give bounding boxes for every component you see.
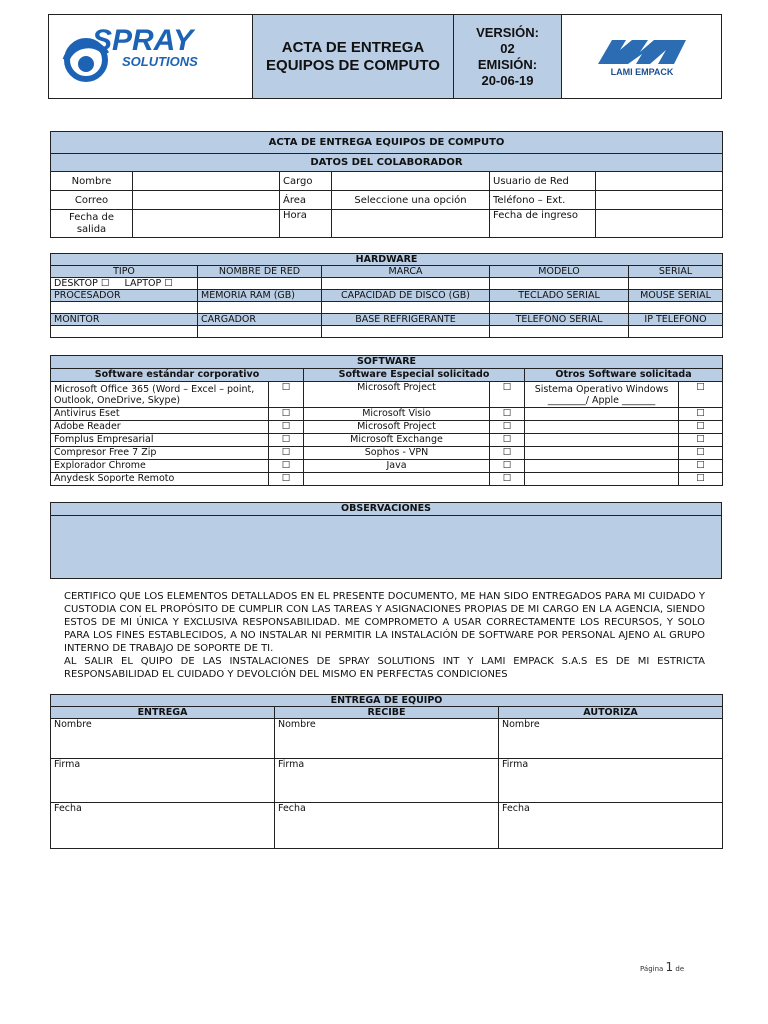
entrega-col-header: ENTREGA — [51, 707, 275, 719]
sw-other-checkbox[interactable]: ☐ — [679, 434, 723, 447]
entrega-firma-field[interactable]: Firma — [51, 759, 275, 803]
telefono-label: Teléfono – Ext. — [490, 191, 596, 210]
sw-other-checkbox[interactable]: ☐ — [679, 421, 723, 434]
hardware-heading: HARDWARE — [51, 254, 723, 266]
recibe-col-header: RECIBE — [275, 707, 499, 719]
autoriza-fecha-field[interactable]: Fecha — [499, 803, 723, 849]
hw-ip-field[interactable] — [629, 326, 723, 338]
autoriza-nombre-field[interactable]: Nombre — [499, 719, 723, 759]
page-number — [640, 960, 684, 974]
sw-special-item: Microsoft Project — [304, 382, 490, 408]
sw-other-checkbox[interactable]: ☐ — [679, 382, 723, 408]
hw-telefono-header: TELEFONO SERIAL — [490, 314, 629, 326]
sw-std-item: Anydesk Soporte Remoto — [51, 473, 269, 486]
recibe-fecha-field[interactable]: Fecha — [275, 803, 499, 849]
hw-modelo-header: MODELO — [490, 266, 629, 278]
emission-label: EMISIÓN: — [477, 56, 538, 72]
sw-other-header: Otros Software solicitada — [525, 369, 723, 382]
version-value: 02 — [500, 40, 515, 56]
sw-other-item — [525, 408, 679, 421]
correo-field[interactable] — [133, 191, 280, 210]
hw-cargador-header: CARGADOR — [198, 314, 322, 326]
hw-teclado-header: TECLADO SERIAL — [490, 290, 629, 302]
version-cell — [454, 15, 562, 99]
sw-other-checkbox[interactable]: ☐ — [679, 460, 723, 473]
sw-special-header: Software Especial solicitado — [304, 369, 525, 382]
hw-serial-header: SERIAL — [629, 266, 723, 278]
hw-monitor-field[interactable] — [51, 326, 198, 338]
hw-modelo-field[interactable] — [490, 278, 629, 290]
sw-special-item: Microsoft Project — [304, 421, 490, 434]
emission-value: 20-06-19 — [481, 72, 534, 88]
nombre-field[interactable] — [133, 172, 280, 191]
sw-std-checkbox[interactable]: ☐ — [269, 460, 304, 473]
cargo-label: Cargo — [280, 172, 332, 191]
fecha-ingreso-field[interactable] — [596, 210, 723, 238]
hora-label: Hora — [280, 210, 332, 238]
sw-special-item — [304, 473, 490, 486]
observaciones-field[interactable] — [51, 516, 722, 579]
usuario-red-field[interactable] — [596, 172, 723, 191]
sw-other-line1: Sistema Operativo Windows — [534, 383, 669, 395]
sw-special-checkbox[interactable]: ☐ — [490, 408, 525, 421]
hw-mouse-field[interactable] — [629, 302, 723, 314]
sw-std-checkbox[interactable]: ☐ — [269, 434, 304, 447]
lami-logo-text: LAMI EMPACK — [610, 66, 673, 77]
sw-special-checkbox[interactable]: ☐ — [490, 473, 525, 486]
sw-std-item: Antivirus Eset — [51, 408, 269, 421]
sw-std-checkbox[interactable]: ☐ — [269, 408, 304, 421]
sw-special-checkbox[interactable]: ☐ — [490, 421, 525, 434]
hw-nombre-red-field[interactable] — [198, 278, 322, 290]
lami-logo-cell — [562, 15, 722, 99]
header-title — [253, 15, 454, 99]
desktop-checkbox[interactable]: DESKTOP ☐ — [54, 278, 110, 289]
hw-tipo-header: TIPO — [51, 266, 198, 278]
sw-other-item — [525, 421, 679, 434]
sw-other-item — [525, 460, 679, 473]
certification-text — [64, 590, 705, 681]
sw-std-item: Microsoft Office 365 (Word – Excel – point, Outlook, OneDrive, Skype) — [51, 382, 269, 408]
entrega-nombre-field[interactable]: Nombre — [51, 719, 275, 759]
sw-special-item: Sophos - VPN — [304, 447, 490, 460]
document-header — [48, 14, 722, 99]
sw-special-checkbox[interactable]: ☐ — [490, 447, 525, 460]
colaborador-heading: DATOS DEL COLABORADOR — [51, 154, 723, 172]
hardware-table — [50, 253, 723, 338]
sw-std-checkbox[interactable]: ☐ — [269, 421, 304, 434]
spray-logo-text: SPRAY — [92, 23, 194, 57]
solutions-logo-text: SOLUTIONS — [122, 53, 198, 69]
sw-other-line2[interactable]: ________/ Apple _______ — [547, 394, 656, 406]
hw-cargador-field[interactable] — [198, 326, 322, 338]
spray-solutions-logo — [52, 20, 248, 90]
sw-other-checkbox[interactable]: ☐ — [679, 408, 723, 421]
hw-base-field[interactable] — [322, 326, 490, 338]
software-table — [50, 355, 723, 486]
observaciones-heading: OBSERVACIONES — [51, 503, 722, 516]
sw-other-checkbox[interactable]: ☐ — [679, 473, 723, 486]
page-number-value: 1 — [665, 960, 674, 974]
header-title-line2: EQUIPOS DE COMPUTO — [266, 56, 440, 74]
sw-other-item — [525, 434, 679, 447]
sw-other-item — [525, 447, 679, 460]
hw-tipo-cell — [51, 278, 198, 290]
sw-special-item: Java — [304, 460, 490, 473]
hora-field[interactable] — [332, 210, 490, 238]
hw-marca-header: MARCA — [322, 266, 490, 278]
cert-paragraph-2: AL SALIR EL QUIPO DE LAS INSTALACIONES DE SPRAY SOLUTIONS INT Y LAMI EMPACK S.A.S ES DE MI ESTRICTA RESPONSABILIDAD EL CUIDADO Y DEVOLCIÓN DEL MISMO EN PERFECTAS CONDICIONES — [64, 656, 705, 680]
autoriza-col-header: AUTORIZA — [499, 707, 723, 719]
autoriza-firma-field[interactable]: Firma — [499, 759, 723, 803]
hw-disco-field[interactable] — [322, 302, 490, 314]
sw-special-checkbox[interactable]: ☐ — [490, 382, 525, 408]
sw-special-checkbox[interactable]: ☐ — [490, 434, 525, 447]
page-of-label: de — [675, 965, 685, 973]
hw-procesador-field[interactable] — [51, 302, 198, 314]
hw-disco-header: CAPACIDAD DE DISCO (GB) — [322, 290, 490, 302]
hw-procesador-header: PROCESADOR — [51, 290, 198, 302]
sw-std-checkbox[interactable]: ☐ — [269, 447, 304, 460]
sw-other-item — [525, 382, 679, 408]
observaciones-table — [50, 502, 722, 579]
hw-mouse-header: MOUSE SERIAL — [629, 290, 723, 302]
sw-special-item: Microsoft Visio — [304, 408, 490, 421]
entrega-table — [50, 694, 723, 849]
recibe-nombre-field[interactable]: Nombre — [275, 719, 499, 759]
sw-std-header: Software estándar corporativo — [51, 369, 304, 382]
hw-marca-field[interactable] — [322, 278, 490, 290]
sw-std-item: Adobe Reader — [51, 421, 269, 434]
header-title-line1: ACTA DE ENTREGA — [281, 38, 425, 56]
software-heading: SOFTWARE — [51, 356, 723, 369]
sw-std-checkbox[interactable]: ☐ — [269, 382, 304, 408]
laptop-checkbox[interactable]: LAPTOP ☐ — [124, 278, 173, 289]
spray-logo-cell — [49, 15, 253, 99]
sw-std-item: Fomplus Empresarial — [51, 434, 269, 447]
hw-monitor-header: MONITOR — [51, 314, 198, 326]
recibe-firma-field[interactable]: Firma — [275, 759, 499, 803]
entrega-heading: ENTREGA DE EQUIPO — [51, 695, 723, 707]
nombre-label: Nombre — [51, 172, 133, 191]
sw-std-item: Compresor Free 7 Zip — [51, 447, 269, 460]
sw-std-item: Explorador Chrome — [51, 460, 269, 473]
version-label: VERSIÓN: — [476, 24, 539, 40]
area-select[interactable]: Seleccione una opción — [332, 191, 490, 210]
hw-nombre-red-header: NOMBRE DE RED — [198, 266, 322, 278]
hw-memoria-header: MEMORIA RAM (GB) — [198, 290, 322, 302]
cert-paragraph-1: CERTIFICO QUE LOS ELEMENTOS DETALLADOS EN EL PRESENTE DOCUMENTO, ME HAN SIDO ENTREGADOS PARA MI CUIDADO Y CUSTODIA CON EL PROPÓSITO DE CUMPLIR CON LAS TAREAS Y ASIGNACIONES PROPIAS DE MI CARGO EN LA AGENCIA, SIENDO ESTOS DE MI ÚNICA Y EXCLUSIVA RESPONSABILIDAD. ME COMPROMETO A USAR CORRECTAMENTE LOS RECURSOS, Y SOLO PARA LOS FINES ESTABLECIDOS, A NO INSTALAR NI PERMITIR LA INSTALACIÓN DE SOFTWARE POR PERSONAL AJENO AL GRUPO INTERNO DE TRABAJO DE SOPORTE DE TI. — [64, 591, 705, 654]
sw-special-checkbox[interactable]: ☐ — [490, 460, 525, 473]
main-title: ACTA DE ENTREGA EQUIPOS DE COMPUTO — [51, 132, 723, 154]
area-label: Área — [280, 191, 332, 210]
lami-empack-logo — [592, 32, 692, 78]
correo-label: Correo — [51, 191, 133, 210]
cargo-field[interactable] — [332, 172, 490, 191]
hw-telefono-field[interactable] — [490, 326, 629, 338]
usuario-red-label: Usuario de Red — [490, 172, 596, 191]
hw-serial-field[interactable] — [629, 278, 723, 290]
fecha-salida-field[interactable] — [133, 210, 280, 238]
fecha-salida-label: Fecha de salida — [51, 210, 133, 238]
hw-base-header: BASE REFRIGERANTE — [322, 314, 490, 326]
sw-other-item — [525, 473, 679, 486]
sw-special-item: Microsoft Exchange — [304, 434, 490, 447]
sw-std-checkbox[interactable]: ☐ — [269, 473, 304, 486]
colaborador-table — [50, 131, 723, 238]
hw-teclado-field[interactable] — [490, 302, 629, 314]
entrega-fecha-field[interactable]: Fecha — [51, 803, 275, 849]
page-label: Página — [640, 965, 664, 973]
hw-memoria-field[interactable] — [198, 302, 322, 314]
fecha-ingreso-label: Fecha de ingreso — [490, 210, 596, 238]
hw-ip-header: IP TELEFONO — [629, 314, 723, 326]
telefono-field[interactable] — [596, 191, 723, 210]
sw-other-checkbox[interactable]: ☐ — [679, 447, 723, 460]
